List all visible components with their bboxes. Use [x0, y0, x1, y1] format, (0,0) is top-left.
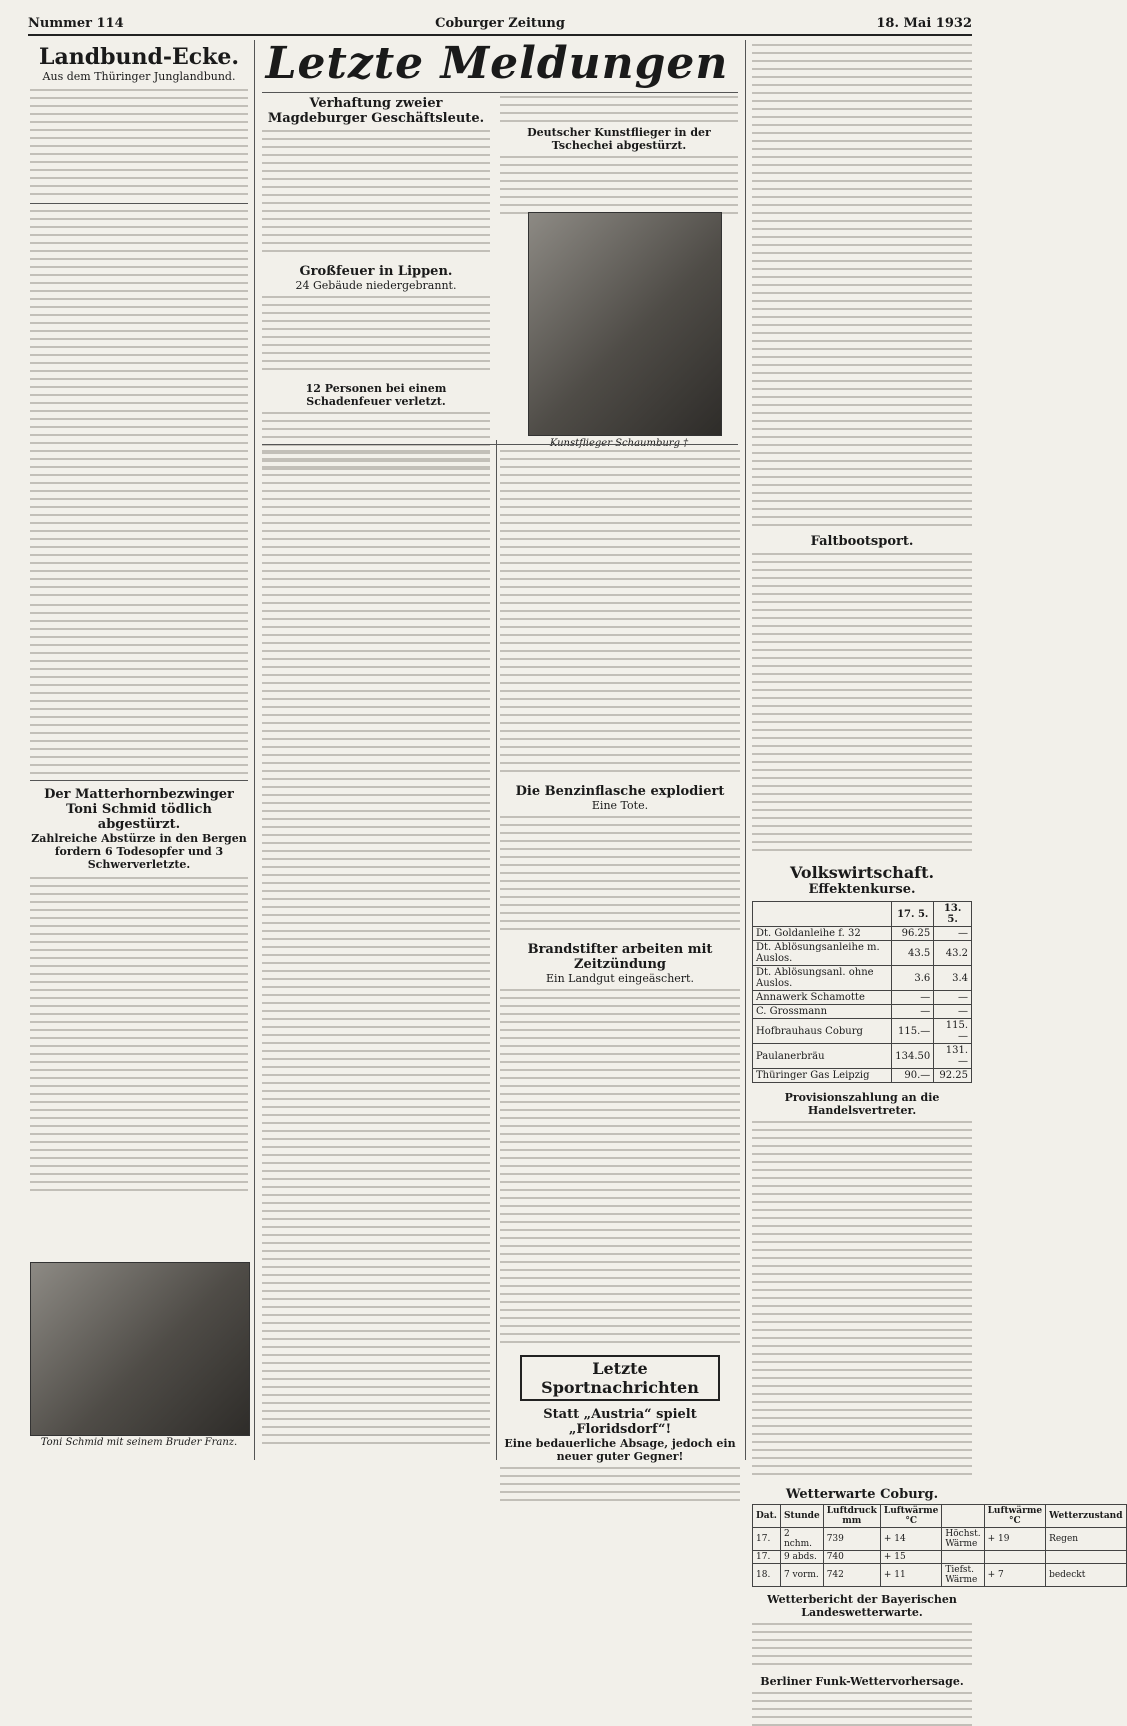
- weather-header: Luftwärme °C: [880, 1505, 941, 1528]
- stock-cell: 92.25: [934, 1069, 972, 1083]
- article-body: [262, 130, 490, 258]
- lower-center-right: [500, 450, 740, 1463]
- stock-row: [753, 991, 972, 1005]
- article-body: [752, 44, 972, 530]
- weather-cell: 9 abds.: [780, 1551, 823, 1564]
- funk-heading: Berliner Funk-Wettervorhersage.: [760, 1675, 964, 1688]
- article-body: [30, 877, 248, 1197]
- weather-cell: + 15: [880, 1551, 941, 1564]
- stock-row: [753, 1044, 972, 1069]
- weather-title: Wetterwarte Coburg.: [785, 1487, 939, 1502]
- weather-cell: 739: [823, 1528, 880, 1551]
- article-body: [752, 1121, 972, 1481]
- headline-lippen: Großfeuer in Lippen.: [299, 264, 453, 279]
- left-column: [30, 44, 248, 1454]
- newspaper-name: Coburger Zeitung: [435, 15, 565, 31]
- masthead: [28, 12, 972, 36]
- stock-cell: 43.5: [892, 941, 934, 966]
- weather-header: Luftwärme °C: [984, 1505, 1045, 1528]
- article-body: [500, 1467, 740, 1501]
- stock-row: [753, 1019, 972, 1044]
- stock-cell: 115.—: [892, 1019, 934, 1044]
- stock-cell: 90.—: [892, 1069, 934, 1083]
- weather-cell: bedeckt: [1046, 1564, 1126, 1587]
- weather-cell: 740: [823, 1551, 880, 1564]
- stock-cell: —: [892, 991, 934, 1005]
- weather-cell: [942, 1551, 984, 1564]
- section-title: Letzte Meldungen: [265, 38, 729, 89]
- headline-schadenfeuer: 12 Personen bei einem Schadenfeuer verletzt.: [305, 382, 447, 408]
- headline-brandstifter: Brandstifter arbeiten mit Zeitzündung: [527, 942, 713, 972]
- stock-cell: Hofbrauhaus Coburg: [753, 1019, 892, 1044]
- stock-cell: Dt. Ablösungsanleihe m. Auslos.: [753, 941, 892, 966]
- article-body: [500, 816, 740, 936]
- column-rule: [496, 440, 497, 1460]
- article-body: [500, 156, 738, 214]
- wetterbericht-heading: Wetterbericht der Bayerischen Landeswetterwarte.: [767, 1593, 957, 1619]
- weather-cell: [984, 1551, 1045, 1564]
- photo-toni-schmid: [30, 1262, 250, 1436]
- article-body: [752, 553, 972, 853]
- weather-header-row: [753, 1505, 1127, 1528]
- column-rule: [254, 40, 255, 1460]
- weather-cell: 17.: [753, 1528, 781, 1551]
- stock-row: [753, 966, 972, 991]
- stock-cell: 134.50: [892, 1044, 934, 1069]
- sport-deck: Eine bedauerliche Absage, jedoch ein neuer guter Gegner!: [504, 1437, 736, 1463]
- weather-header: Stunde: [780, 1505, 823, 1528]
- photo-kunstflieger: [528, 212, 722, 436]
- provision-heading: Provisionszahlung an die Handelsvertreter.: [784, 1091, 940, 1117]
- article-body: [262, 296, 490, 376]
- divider: [30, 780, 248, 781]
- faltboot-heading: Faltbootsport.: [810, 534, 914, 549]
- article-body: [500, 96, 738, 122]
- weather-cell: Höchst. Wärme: [942, 1528, 984, 1551]
- weather-cell: 18.: [753, 1564, 781, 1587]
- weather-cell: + 14: [880, 1528, 941, 1551]
- weather-cell: + 19: [984, 1528, 1045, 1551]
- article-body: [752, 1692, 972, 1726]
- weather-cell: 742: [823, 1564, 880, 1587]
- landbund-title: Landbund-Ecke.: [38, 44, 240, 70]
- stock-cell: 43.2: [934, 941, 972, 966]
- stock-cell: Dt. Ablösungsanl. ohne Auslos.: [753, 966, 892, 991]
- weather-header: Wetterzustand: [1046, 1505, 1126, 1528]
- headline-lippen-deck: 24 Gebäude niedergebrannt.: [295, 279, 457, 292]
- stock-date: 13. 5.: [934, 902, 972, 927]
- stock-cell: 131.—: [934, 1044, 972, 1069]
- article-body: [500, 989, 740, 1349]
- headline-kunstflieger: Deutscher Kunstflieger in der Tschechei abgestürzt.: [527, 126, 711, 152]
- stock-cell: 115.—: [934, 1019, 972, 1044]
- effekten-heading: Effektenkurse.: [808, 882, 916, 897]
- stock-cell: C. Grossmann: [753, 1005, 892, 1019]
- photo-caption: Toni Schmid mit seinem Bruder Franz.: [40, 1437, 238, 1448]
- matterhorn-headline: Der Matterhornbezwinger Toni Schmid tödlich abgestürzt.: [44, 787, 234, 832]
- stock-cell: 3.4: [934, 966, 972, 991]
- weather-table: [752, 1504, 1127, 1587]
- headline-brandstifter-deck: Ein Landgut eingeäschert.: [546, 972, 694, 985]
- matterhorn-deck: Zahlreiche Abstürze in den Bergen fordern 6 Todesopfer und 3 Schwerverletzte.: [31, 832, 247, 871]
- stock-row: [753, 927, 972, 941]
- divider: [262, 92, 738, 93]
- weather-cell: Tiefst. Wärme: [942, 1564, 984, 1587]
- weather-cell: [1046, 1551, 1126, 1564]
- stock-cell: Paulanerbräu: [753, 1044, 892, 1069]
- stock-cell: Annawerk Schamotte: [753, 991, 892, 1005]
- headline-benzinflasche: Die Benzinflasche explodiert: [515, 784, 725, 799]
- weather-cell: + 11: [880, 1564, 941, 1587]
- weather-row: [753, 1551, 1127, 1564]
- weather-header: Luftdruck mm: [823, 1505, 880, 1528]
- weather-cell: Regen: [1046, 1528, 1126, 1551]
- volkswirtschaft-heading: Volkswirtschaft.: [789, 863, 935, 882]
- stock-cell: —: [934, 991, 972, 1005]
- article-body: [30, 604, 248, 774]
- weather-cell: 2 nchm.: [780, 1528, 823, 1551]
- stock-header: [753, 902, 892, 927]
- divider: [30, 203, 248, 204]
- article-body: [30, 210, 248, 600]
- center-left-column: [262, 96, 490, 436]
- stock-date: 17. 5.: [892, 902, 934, 927]
- stock-cell: Dt. Goldanleihe f. 32: [753, 927, 892, 941]
- stock-cell: —: [934, 927, 972, 941]
- divider: [262, 444, 738, 445]
- weather-cell: 7 vorm.: [780, 1564, 823, 1587]
- sport-headline: Statt „Austria“ spielt „Floridsdorf“!: [543, 1407, 697, 1437]
- center-right-column: [500, 96, 738, 206]
- article-body: [752, 1623, 972, 1671]
- weather-header: Dat.: [753, 1505, 781, 1528]
- sport-box: Letzte Sportnachrichten: [520, 1355, 720, 1401]
- column-rule: [745, 40, 746, 1460]
- weather-header: [942, 1505, 984, 1528]
- article-body: [30, 89, 248, 197]
- landbund-subtitle: Aus dem Thüringer Junglandbund.: [42, 70, 236, 83]
- headline-benzinflasche-deck: Eine Tote.: [591, 799, 649, 812]
- stock-cell: 3.6: [892, 966, 934, 991]
- stock-row: [753, 1005, 972, 1019]
- lower-center-left: [262, 450, 490, 1455]
- stock-cell: 96.25: [892, 927, 934, 941]
- stock-cell: —: [934, 1005, 972, 1019]
- right-column: [752, 44, 1123, 1688]
- stock-row: [753, 1069, 972, 1083]
- issue-date: 18. Mai 1932: [876, 15, 972, 31]
- stock-row: [753, 941, 972, 966]
- weather-cell: + 7: [984, 1564, 1045, 1587]
- weather-row: [753, 1564, 1127, 1587]
- article-body: [262, 450, 490, 1450]
- weather-cell: 17.: [753, 1551, 781, 1564]
- stock-table: [752, 901, 972, 1083]
- weather-row: [753, 1528, 1127, 1551]
- stock-cell: —: [892, 1005, 934, 1019]
- issue-number: Nummer 114: [28, 15, 124, 31]
- stock-cell: Thüringer Gas Leipzig: [753, 1069, 892, 1083]
- headline-magdeburg: Verhaftung zweier Magdeburger Geschäftsleute.: [267, 96, 485, 126]
- article-body: [500, 450, 740, 778]
